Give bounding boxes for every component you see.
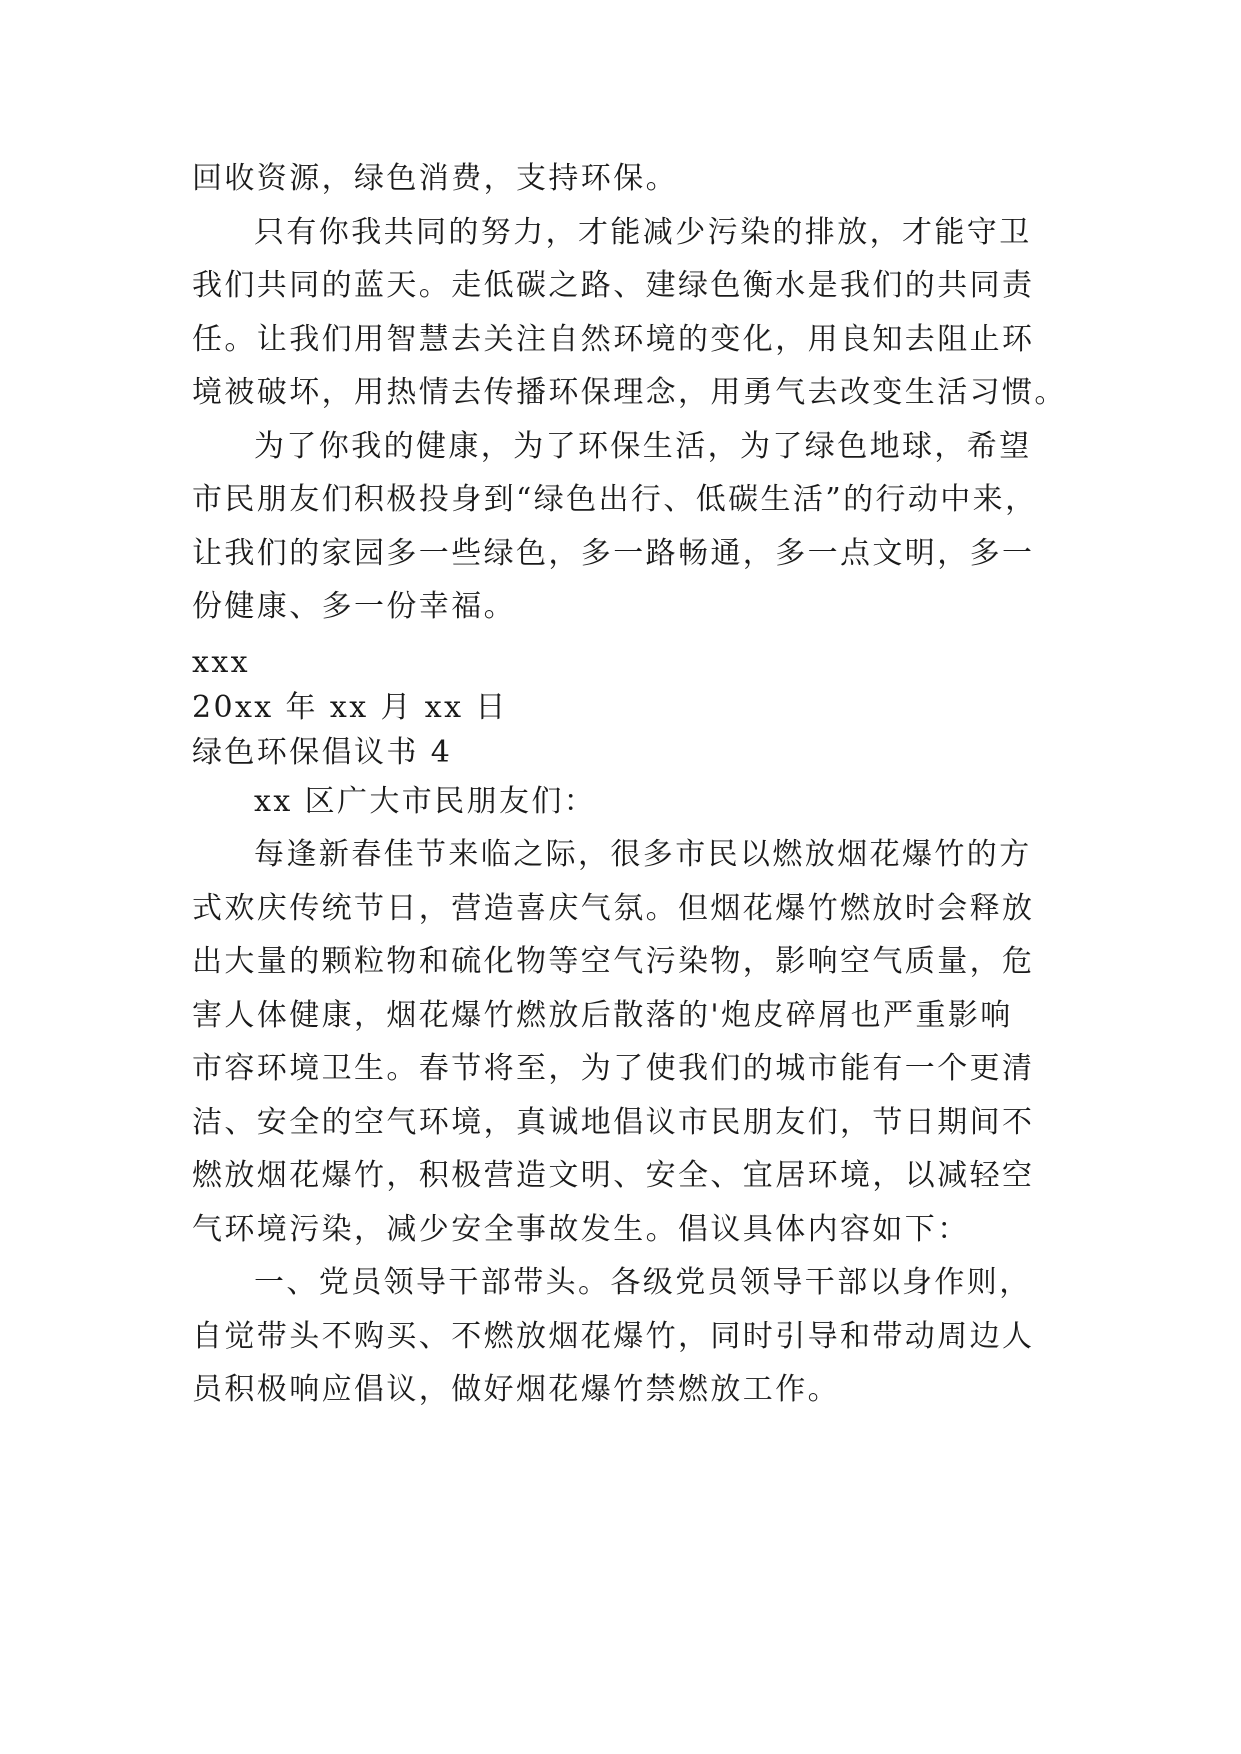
text-line: 一、党员领导干部带头。各级党员领导干部以身作则， bbox=[254, 1265, 1032, 1300]
text-line: 气环境污染，减少安全事故发生。倡议具体内容如下： bbox=[192, 1211, 970, 1247]
text-line: 出大量的颗粒物和硫化物等空气污染物，影响空气质量，危 bbox=[192, 944, 1035, 979]
paragraph-3 bbox=[192, 420, 1054, 634]
text-line: 式欢庆传统节日，营造喜庆气氛。但烟花爆竹燃放时会释放 bbox=[192, 890, 1035, 926]
section-title: 绿色环保倡议书 4 bbox=[192, 734, 453, 770]
text-line: 员积极响应倡议，做好烟花爆竹禁燃放工作。 bbox=[192, 1372, 840, 1407]
date: 20xx 年 xx 月 xx 日 bbox=[192, 689, 508, 725]
signature: xxx bbox=[192, 644, 250, 680]
text-line: 市民朋友们积极投身到“绿色出行、低碳生活”的行动中来， bbox=[192, 482, 1038, 517]
paragraph-1 bbox=[192, 152, 1054, 206]
text-line: 洁、安全的空气环境，真诚地倡议市民朋友们，节日期间不 bbox=[192, 1104, 1035, 1140]
text-line: 燃放烟花爆竹，积极营造文明、安全、宜居环境，以减轻空 bbox=[192, 1158, 1035, 1193]
text-line: 任。让我们用智慧去关注自然环境的变化，用良知去阻止环 bbox=[192, 321, 1035, 357]
paragraph-2 bbox=[192, 206, 1067, 420]
salutation: xx 区广大市民朋友们： bbox=[254, 783, 597, 819]
text-line: 害人体健康，烟花爆竹燃放后散落的'炮皮碎屑也严重影响 bbox=[192, 997, 1013, 1033]
text-line: 我们共同的蓝天。走低碳之路、建绿色衡水是我们的共同责 bbox=[192, 268, 1035, 303]
text-line: 份健康、多一份幸福。 bbox=[192, 589, 516, 624]
text-line: 只有你我共同的努力，才能减少污染的排放，才能守卫 bbox=[254, 214, 1032, 250]
text-line: 市容环境卫生。春节将至，为了使我们的城市能有一个更清 bbox=[192, 1051, 1035, 1086]
text-line: 让我们的家园多一些绿色，多一路畅通，多一点文明，多一 bbox=[192, 535, 1035, 571]
document-body bbox=[192, 152, 1067, 1417]
paragraph-5 bbox=[192, 1256, 1054, 1417]
text-line: 回收资源，绿色消费，支持环保。 bbox=[192, 161, 678, 196]
text-line: 每逢新春佳节来临之际，很多市民以燃放烟花爆竹的方 bbox=[254, 837, 1032, 872]
text-line: 境被破坏，用热情去传播环保理念，用勇气去改变生活习惯。 bbox=[192, 375, 1067, 410]
paragraph-4 bbox=[192, 828, 1054, 1256]
text-line: 为了你我的健康，为了环保生活，为了绿色地球，希望 bbox=[254, 428, 1032, 464]
text-line: 自觉带头不购买、不燃放烟花爆竹，同时引导和带动周边人 bbox=[192, 1318, 1035, 1354]
